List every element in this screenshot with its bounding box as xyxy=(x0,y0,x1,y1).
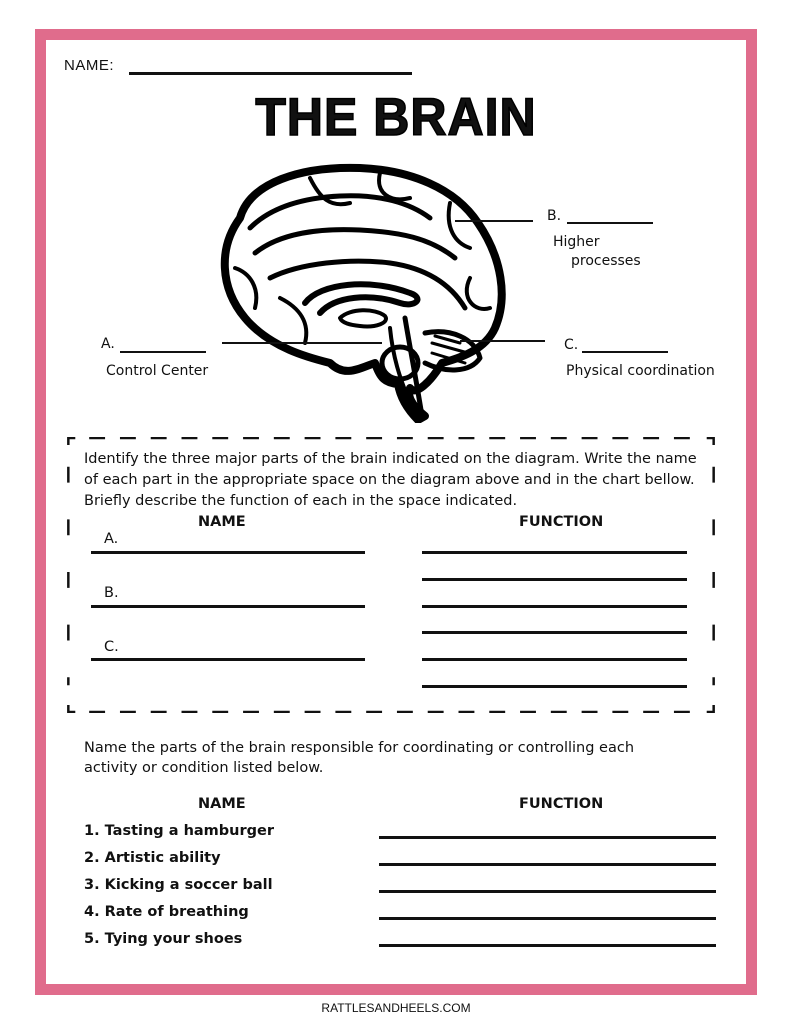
function-line-1[interactable] xyxy=(422,551,687,554)
section2-instructions-line1: Name the parts of the brain responsible for coordinating or controlling each xyxy=(84,740,635,756)
brain-diagram-icon xyxy=(210,158,510,423)
function-line-3[interactable] xyxy=(422,605,687,608)
leader-line-a xyxy=(222,342,382,344)
activity-answer-3[interactable] xyxy=(379,890,716,893)
section2-instructions-line2: activity or condition listed below. xyxy=(84,760,324,776)
footer-site-link[interactable]: RATTLESANDHEELS.COM xyxy=(321,1001,471,1015)
section1-name-header: NAME xyxy=(198,514,246,530)
activity-item-2: 2. Artistic ability xyxy=(84,850,221,866)
label-c-letter: C. xyxy=(564,337,579,353)
label-a-letter: A. xyxy=(101,336,115,352)
label-b-description-line2: processes xyxy=(571,253,641,269)
activity-item-1: 1. Tasting a hamburger xyxy=(84,823,275,839)
name-field[interactable] xyxy=(129,72,412,75)
function-line-6[interactable] xyxy=(422,685,687,688)
activity-answer-4[interactable] xyxy=(379,917,716,920)
section1-instructions: Identify the three major parts of the brain indicated on the diagram. Write the name of each part in the appropriate space on the diagram above and in the chart bellow. Briefly describe the function of each in the space indicated. xyxy=(84,451,697,509)
label-c-blank[interactable] xyxy=(582,351,668,353)
leader-line-b xyxy=(455,220,533,222)
function-line-2[interactable] xyxy=(422,578,687,581)
section2-function-header: FUNCTION xyxy=(519,796,604,812)
row-a-letter: A. xyxy=(104,531,119,547)
activity-item-5: 5. Tying your shoes xyxy=(84,931,243,947)
section2-name-header: NAME xyxy=(198,796,246,812)
row-b-letter: B. xyxy=(104,585,119,601)
label-a-description: Control Center xyxy=(106,363,209,379)
row-c-name-field[interactable] xyxy=(91,658,365,661)
page-title: THE BRAIN xyxy=(255,87,537,147)
label-b-letter: B. xyxy=(547,208,562,224)
activity-answer-1[interactable] xyxy=(379,836,716,839)
row-a-name-field[interactable] xyxy=(91,551,365,554)
name-label: NAME: xyxy=(64,57,115,74)
activity-item-3: 3. Kicking a soccer ball xyxy=(84,877,273,893)
label-c-description: Physical coordination xyxy=(566,363,715,379)
function-line-5[interactable] xyxy=(422,658,687,661)
label-a-blank[interactable] xyxy=(120,351,206,353)
activity-item-4: 4. Rate of breathing xyxy=(84,904,249,920)
label-b-description-line1: Higher xyxy=(553,234,600,250)
function-line-4[interactable] xyxy=(422,631,687,634)
row-c-letter: C. xyxy=(104,639,119,655)
activity-answer-5[interactable] xyxy=(379,944,716,947)
row-b-name-field[interactable] xyxy=(91,605,365,608)
leader-line-c xyxy=(460,340,545,342)
activity-answer-2[interactable] xyxy=(379,863,716,866)
label-b-blank[interactable] xyxy=(567,222,653,224)
section1-function-header: FUNCTION xyxy=(519,514,604,530)
